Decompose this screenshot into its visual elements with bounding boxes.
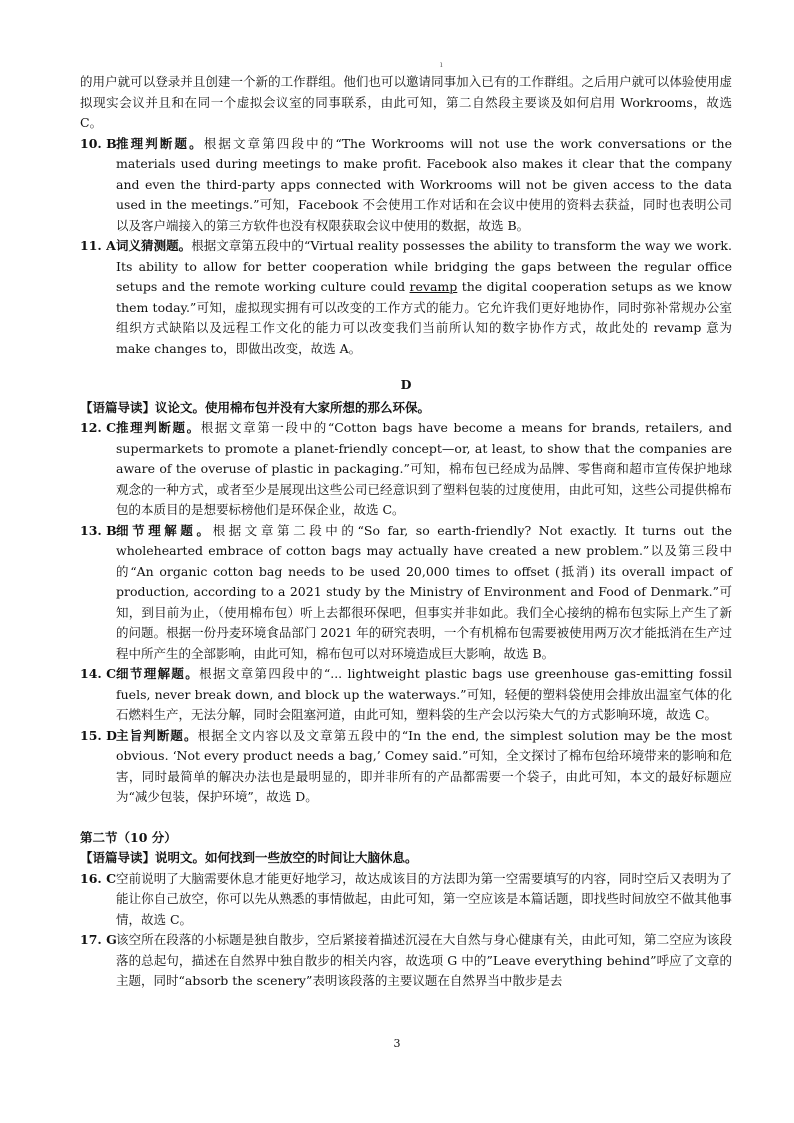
answer-number: 15. D bbox=[80, 727, 117, 743]
explanation-text-after: the digital cooperation setups as we know them today.”可知，虚拟现实拥有可以改变的工作方式的能力。它允许我们更好地协作，同时弥补常规办公室组织方式缺陷以及远程工作文化的能力可以改变我们当前所认知的数字协作方式，故此处的 revamp 意为 make changes to，即做出改变，故选 A。 bbox=[116, 279, 732, 356]
answer-number: 13. B bbox=[80, 522, 117, 538]
question-type: 主旨判断题。 bbox=[116, 727, 198, 743]
explanation-text: 根据全文内容以及文章第五段中的“In the end, the simplest solution may be the most obvious. ‘Not every product needs a bag,’ Comey said.”可知，全文探讨了棉布包给环境带来的影响和危害，同时最简单的解决办法也是最明显的，即并非所有的产品都需要一个袋子，由此可知，本文的最好标题应为“减少包装，保护环境”，故选 D。 bbox=[116, 727, 732, 804]
question-type: 推理判断题。 bbox=[116, 135, 204, 151]
explanation-text: 该空所在段落的小标题是独自散步，空后紧接着描述沉浸在大自然与身心健康有关，由此可知，第二空应为该段落的总起句，描述在自然界中独自散步的相关内容，故选项 G 中的”Leave everything behind”呼应了文章的主题，同时“absorb the scenery”表明该段落的主要议题在自然界当中散步是去 bbox=[116, 932, 732, 988]
top-mark: ı bbox=[440, 60, 443, 69]
answer-number: 10. B bbox=[80, 135, 117, 151]
answer-item-12 bbox=[80, 418, 732, 521]
answer-item-15 bbox=[80, 726, 732, 808]
answer-explanations bbox=[80, 72, 732, 992]
explanation-text: 空前说明了大脑需要休息才能更好地学习，故达成该目的方法即为第一空需要填写的内容，同时空后又表明为了能让你自己放空，你可以先从熟悉的事情做起，由此可知，第一空应该是本篇话题，即找些时间放空不做其他事情，故选 C。 bbox=[116, 870, 732, 927]
answer-number: 11. A bbox=[80, 238, 116, 253]
answer-number: 14. C bbox=[80, 666, 117, 681]
explanation-text: 根据文章第一段中的“Cotton bags have become a means for brands, retailers, and supermarkets to promote a planet-friendly concept—or, at least, to show that the companies are aware of the overuse of plastic in packaging.”可知，棉布包已经成为品牌、零售商和超市宣传保护地球观念的一种方式，或者至少是展现出这些公司已经意识到了塑料包装的过度使用，由此可知，这些公司提供棉布包的本质目的是想要标榜他们是环保企业，故选 C。 bbox=[116, 420, 732, 517]
explanation-text: 根据文章第四段中的“... lightweight plastic bags use greenhouse gas-emitting fossil fuels, never break down, and block up the waterways.”可知，轻便的塑料袋使用会排放出温室气体的化石燃料生产，无法分解，同时会阻塞河道，由此可知，塑料袋的生产会以污染大气的方式影响环境，故选 C。 bbox=[116, 666, 732, 722]
answer-number: 16. C bbox=[80, 870, 117, 886]
underlined-word: revamp bbox=[409, 279, 458, 294]
explanation-text: 根据文章第四段中的“The Workrooms will not use the work conversations or the materials used during meetings to make profit. Facebook also makes it clear that the company and even the third-party apps connected with Workrooms will not be given access to the data used in the meetings.”可知，Facebook 不会使用工作对话和在会议中使用的资料去获益，同时也表明公司以及客户端接入的第三方软件也没有权限获取会议中使用的数据，故选 B。 bbox=[116, 135, 732, 233]
page-number: 3 bbox=[393, 1037, 401, 1050]
answer-number: 12. C bbox=[80, 420, 117, 435]
explanation-text: 根据文章第二段中的“So far, so earth-friendly? Not exactly. It turns out the wholehearted embrace of cotton bags may actually have created a new problem.”以及第三段中的“An organic cotton bag needs to be used 20,000 times to offset (抵消) its overall impact of production, according to a 2021 study by the Ministry of Environment and Food of Denmark.”可知，到目前为止，（使用棉布包）听上去都很环保吧，但事实并非如此。我们全心接纳的棉布包实际上产生了新的问题。根据一份丹麦环境食品部门 2021 年的研究表明，一个有机棉布包需要被使用两万次才能抵消在生产过程中所产生的全部影响，由此可知，棉布包可以对环境造成巨大影响，故选 B。 bbox=[116, 522, 732, 661]
answer-item-14 bbox=[80, 664, 732, 726]
answer-number: 17. G bbox=[80, 932, 117, 947]
section-d-guide: 【语篇导读】议论文。使用棉布包并没有大家所想的那么环保。 bbox=[80, 399, 431, 415]
question-type: 词义猜测题。 bbox=[116, 238, 192, 253]
answer-item-17 bbox=[80, 930, 732, 992]
question-type: 推理判断题。 bbox=[116, 420, 201, 435]
intro-paragraph: 的用户就可以登录并且创建一个新的工作群组。他们也可以邀请同事加入已有的工作群组。之后用户就可以体验使用虚拟现实会议并且和在同一个虚拟会议室的同事联系，由此可知，第二自然段主要谈及如何启用 Workrooms，故选 C。 bbox=[80, 74, 732, 130]
question-type: 细节理解题。 bbox=[116, 522, 213, 538]
question-type: 细节理解题。 bbox=[116, 666, 200, 681]
section-2-guide: 【语篇导读】说明文。如何找到一些放空的时间让大脑休息。 bbox=[80, 850, 418, 865]
answer-item-10 bbox=[80, 134, 732, 237]
section-2-heading: 第二节（10 分） bbox=[80, 829, 177, 845]
explanation-text-before: 根据文章第五段中的“Virtual reality possesses the ability to transform the way we work. Its ability to allow for better cooperation while bridging the gaps between the regular office setups and the remote working culture could bbox=[116, 238, 732, 294]
answer-item-16 bbox=[80, 869, 732, 931]
answer-item-11 bbox=[80, 236, 732, 359]
answer-item-13 bbox=[80, 521, 732, 665]
section-d-heading: D bbox=[400, 377, 412, 392]
